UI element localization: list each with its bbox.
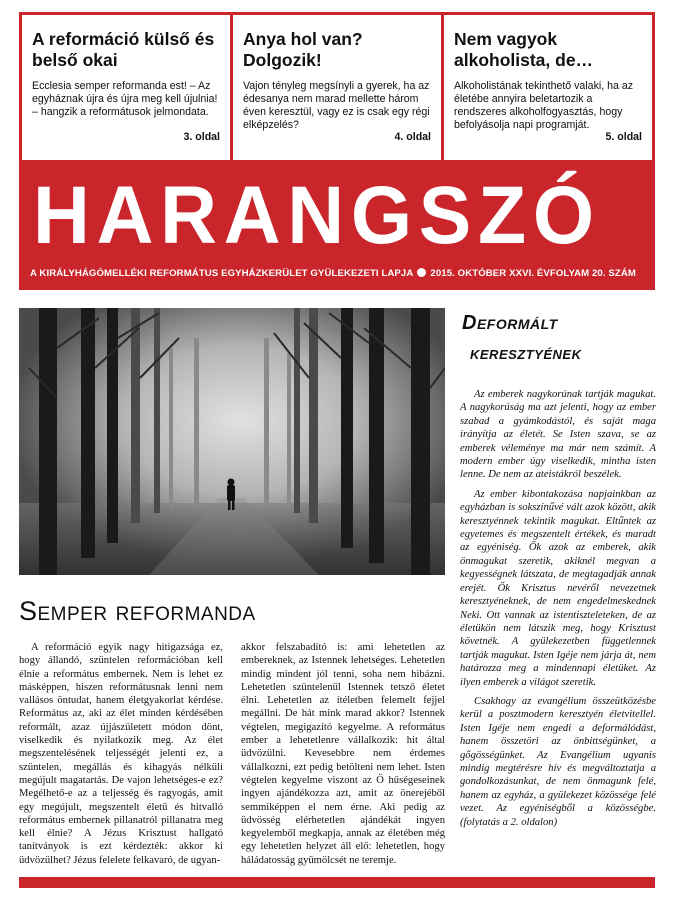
main-article-column-1 bbox=[19, 641, 223, 867]
teaser-title: Nem vagyok alkoholista, de… bbox=[454, 29, 594, 70]
issue-info: 2015. OKTÓBER XXVI. ÉVFOLYAM 20. SZÁM bbox=[430, 268, 636, 279]
main-article-title: Semper reformanda bbox=[19, 596, 256, 626]
teaser-2[interactable] bbox=[233, 15, 444, 160]
teaser-page-ref[interactable]: 5. oldal bbox=[605, 131, 642, 143]
teaser-title: Anya hol van? Dolgozik! bbox=[243, 29, 363, 70]
teaser-text: Alkoholistának tekinthető valaki, ha az életébe annyira beletartozik a rendszeres alkoholfogyasztás, hogy befolyásolja napi programját. bbox=[454, 80, 634, 131]
sidebar-article-title bbox=[460, 308, 656, 368]
newspaper-title: HARANGSZÓ bbox=[33, 170, 601, 261]
sidebar-title-line-2: keresztyének bbox=[470, 343, 582, 363]
forest-photo bbox=[19, 308, 445, 575]
sidebar-paragraph: Az ember kibontakozása napjainkban az egyházban is sokszínűvé vált azok között, akik keresztyénnek tekintik magukat. Eltűntek az egyetemes és megszentelt értékek, és maradt az egyéniség. Ők azok az emberek, akik önmagukat szeretik, akiknél megvan a kegyességnek látszata, de megtagadják annak erejét. Ők Krisztus nevéről nevezetnek keresztyéneknek, de nem engedelmeskednek Neki. Ott vannak az istentiszteleteken, de az életükön nem látszik meg, hogy Krisztust követnék. A gyülekezetben függetlennek tartják magukat. Isten Igéje nem járja át, nem határozza meg a mindennapi életüket. Az ilyen emberek a világot szeretik. bbox=[460, 488, 656, 688]
teaser-title: A reformáció külső és belső okai bbox=[32, 29, 215, 70]
teaser-1[interactable] bbox=[22, 15, 233, 160]
sidebar-article-body bbox=[460, 388, 656, 829]
teaser-strip bbox=[19, 12, 655, 160]
sidebar-title-line-1: Deformált bbox=[462, 312, 558, 334]
masthead bbox=[19, 160, 655, 290]
sidebar-paragraph: Csakhogy az evangélium összeütközésbe kerül a posztmodern keresztyén életvitellel. Isten Igéje nem engedi a deformálódást, hanem összetöri az önbittségünket, a gőgösségünket. Az Evangélium ugyanis mindig megtérésre hív és megváltoztatja a gondolkozásunkat, de nem önmagunk felé, hanem az egyház, a gyülekezet közössége felé vezet. Az egyéniségből a közösségbe. (folytatás a 2. oldalon) bbox=[460, 695, 656, 828]
sidebar-paragraph: Az emberek nagykorúnak tartják magukat. A nagykorúság ma azt jelenti, hogy az ember szabad a gyámkodástól, és saját maga irányítja az életét. Se Isten szava, se az emberek véleménye ma már nem számít. A modern ember úgy viselkedik, mintha isten lenne. De nem az ateistákról beszélek. bbox=[460, 389, 656, 481]
main-article-paragraph: A reformáció egyik nagy hitigazsága ez, hogy állandó, szüntelen reformációban kell élnie a református embernek. Nem is lehet ez másképpen, hiszen reformátusnak lenni nem vallásos öntudat, hanem életgyakorlat kérdése. Református az, aki az élet minden kérdésében reformált, azaz újjászületett módon dönt, viselkedik és nyilatkozik meg. Az élet megszentelésének teljességét jelenti ez, a szüntelen, megállás és kihagyás nélküli megújult magatartás. De vajon lehetséges-e ez? Megélhető-e az a teljesség és ragyogás, amit egy megújult, megszentelt életű és hitvalló református embernek pillanatról pillanatra meg kell élnie? A Jézus Krisztust hallgató tanítványok is ezt kérdezték: akkor ki üdvözülhet? Jézus felelete felkavaró, de ugyan- bbox=[19, 642, 223, 866]
publication-subtitle: A KIRÁLYHÁGÓMELLÉKI REFORMÁTUS EGYHÁZKERÜLET GYÜLEKEZETI LAPJA bbox=[30, 268, 414, 279]
main-article-column-2 bbox=[241, 641, 445, 867]
teaser-text: Vajon tényleg megsínyli a gyerek, ha az édesanya nem marad mellette három éven keresztül, vagy ez is csak egy régi elképzelés? bbox=[243, 80, 430, 131]
misty-forest-image bbox=[19, 308, 445, 575]
bullet-dot-icon bbox=[417, 268, 426, 277]
teaser-3[interactable] bbox=[444, 15, 652, 160]
teaser-page-ref[interactable]: 3. oldal bbox=[183, 131, 220, 143]
main-article-body bbox=[19, 641, 445, 867]
masthead-subtitle-line bbox=[30, 268, 650, 279]
teaser-page-ref[interactable]: 4. oldal bbox=[394, 131, 431, 143]
teaser-text: Ecclesia semper reformanda est! – Az egyháznak újra és újra meg kell újulnia! – hangzik a reformátusok jelmondata. bbox=[32, 80, 218, 118]
footer-bar bbox=[19, 877, 655, 888]
main-article-paragraph: akkor felszabadító is: ami lehetetlen az embereknek, az Istennek lehetséges. Lehetetlen mindig mindent jól tenni, soha nem hibázni. Lehetetlen szüntelenül Istennek tetsző életet élni. Lehetetlen az ítéletben felemelt fejjel megállni. De hát mink marad akkor? Istennek végtelen, megigazító kegyelme. A református ember a lehetetlenre vállalkozik: hit által üdvözülni. Kevesebbre nem érdemes vállalkozni, ezt pedig betölteni nem lehet. Isten végtelen kegyelme viszont az Ő hűségeseinek ingyen ajándékozza azt, amit az önerejéből semmiképpen el nem érne. Aki pedig az üdvösség elérhetetlen ajándékát ingyen kegyelemből megkapja, annak az életében még egy lehetetlen helyzet áll elő: lehetetlen, hogy háládatosság gyümölcsét ne teremje. bbox=[241, 642, 445, 866]
sidebar-article bbox=[460, 308, 656, 829]
